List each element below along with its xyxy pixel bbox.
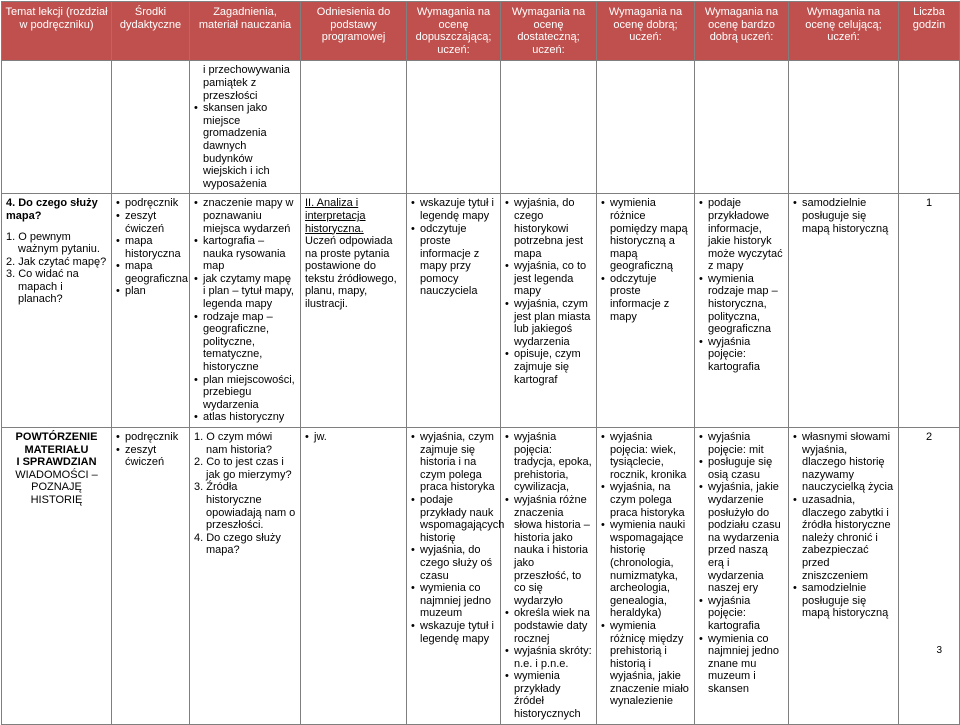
- list-item: • wyjaśnia, do czego historykowi potrzebna jest mapa: [505, 197, 592, 260]
- topics-cell: [190, 61, 301, 194]
- list-item: • plan: [116, 285, 185, 298]
- list-item: • plan miejscowości, przebiegu wydarzenia: [194, 374, 296, 412]
- req-dobra-cell: [597, 428, 695, 725]
- list-item: • wymienia różnice pomiędzy mapą historyczną a mapą geograficzną: [601, 197, 690, 273]
- list-item: • wskazuje tytuł i legendę mapy: [411, 197, 496, 222]
- topics-cell: [190, 194, 301, 428]
- header-cell: Wymagania na ocenę dobrą; uczeń:: [597, 2, 695, 61]
- list-item: • wyjaśnia, czym zajmuje się historia i na czym polega praca historyka: [411, 431, 496, 494]
- list-item: • kartografia – nauka rysowania map: [194, 235, 296, 273]
- list-item: • wyjaśnia, co to jest legenda mapy: [505, 260, 592, 298]
- list-item: • skansen jako miejsce gromadzenia dawnych budynków wiejskich i ich wyposażenia: [194, 102, 296, 190]
- list-item: • wymienia przykłady źródeł historycznych: [505, 670, 592, 720]
- header-cell: Zagadnienia, materiał nauczania: [190, 2, 301, 61]
- list-item: • wymienia nauki wspomagające historię (chronologia, numizmatyka, archeologia, genealogia, heraldyka): [601, 519, 690, 620]
- hours-cell: 2: [899, 428, 960, 725]
- list-item: 4. Do czego służy mapa?: [194, 531, 281, 557]
- list-item: • wyjaśnia, czym jest plan miasta lub jakiegoś wydarzenia: [505, 298, 592, 348]
- header-cell: Liczba godzin: [899, 2, 960, 61]
- list-item: • podaje przykładowe informacje, jakie historyk może wyczytać z mapy: [699, 197, 784, 273]
- list-item: • zeszyt ćwiczeń: [116, 210, 185, 235]
- lesson-topic-cell: [2, 428, 112, 725]
- header-cell: Wymagania na ocenę dopuszczającą; uczeń:: [407, 2, 501, 61]
- list-item: i przechowywania pamiątek z przeszłości: [203, 64, 290, 102]
- list-item: • wskazuje tytuł i legendę mapy: [411, 620, 496, 645]
- lesson-plan-table: [1, 1, 960, 725]
- header-row: [2, 2, 960, 61]
- resources-cell: [112, 194, 190, 428]
- req-bardzo-dobra-cell: [695, 194, 789, 428]
- curriculum-text: Uczeń odpowiada na proste pytania postawione do tekstu źródłowego, planu, mapy, ilustracji.: [305, 235, 397, 311]
- list-item: 3. Źródła historyczne opowiadają nam o przeszłości.: [194, 481, 296, 532]
- list-item: 1. O pewnym ważnym pytaniu.: [6, 230, 100, 256]
- req-dobra-cell: [597, 194, 695, 428]
- req-dostateczna-cell: [501, 428, 597, 725]
- list-item: • mapa historyczna: [116, 235, 185, 260]
- list-item: • znaczenie mapy w poznawaniu miejsca wydarzeń: [194, 197, 296, 235]
- list-item: • mapa geograficzna: [116, 260, 185, 285]
- header-cell: Środki dydaktyczne: [112, 2, 190, 61]
- list-item: • odczytuje proste informacje z mapy: [601, 273, 690, 323]
- lesson-title: POWTÓRZENIE MATERIAŁU I SPRAWDZIAN: [15, 431, 98, 469]
- list-item: • podręcznik: [116, 431, 185, 444]
- header-cell: Wymagania na ocenę celującą; uczeń:: [789, 2, 899, 61]
- list-item: 3. Co widać na mapach i planach?: [6, 268, 79, 306]
- header-cell: Odniesienia do podstawy programowej: [301, 2, 407, 61]
- lesson-subtitle: WIADOMOŚCI – POZNAJĘ HISTORIĘ: [15, 468, 98, 506]
- req-dostateczna-cell: [501, 194, 597, 428]
- table-row: [2, 428, 960, 725]
- resources-cell: [112, 428, 190, 725]
- req-bardzo-dobra-cell: [695, 428, 789, 725]
- list-item: • posługuje się osią czasu: [699, 456, 784, 481]
- curriculum-cell: [301, 428, 407, 725]
- list-item: • odczytuje proste informacje z mapy przy pomocy nauczyciela: [411, 223, 496, 299]
- list-item: • podaje przykłady nauk wspomagających historię: [411, 494, 496, 544]
- list-item: 1. O czym mówi nam historia?: [194, 431, 273, 456]
- list-item: • wyjaśnia, na czym polega praca historyka: [601, 481, 690, 519]
- list-item: • opisuje, czym zajmuje się kartograf: [505, 348, 592, 386]
- list-item: • wymienia co najmniej jedno muzeum: [411, 582, 496, 620]
- lesson-topic-cell: [2, 194, 112, 428]
- lesson-title: 4. Do czego służy mapa?: [6, 197, 98, 222]
- list-item: • samodzielnie posługuje się mapą historyczną: [793, 197, 894, 235]
- list-item: • wyjaśnia pojęcia: wiek, tysiąclecie, rocznik, kronika: [601, 431, 690, 481]
- header-cell: Wymagania na ocenę bardzo dobrą uczeń:: [695, 2, 789, 61]
- list-item: • podręcznik: [116, 197, 185, 210]
- header-cell: Temat lekcji (rozdział w podręczniku): [2, 2, 112, 61]
- list-item: 2. Jak czytać mapę?: [6, 255, 107, 268]
- list-item: 2. Co to jest czas i jak go mierzymy?: [194, 456, 292, 481]
- list-item: • jak czytamy mapę i plan – tytuł mapy, legenda mapy: [194, 273, 296, 311]
- list-item: • wymienia rodzaje map – historyczna, polityczna, geograficzna: [699, 273, 784, 336]
- req-dopuszczajaca-cell: [407, 194, 501, 428]
- req-dopuszczajaca-cell: [407, 428, 505, 725]
- curriculum-heading: II. Analiza i interpretacja historyczna.: [305, 197, 366, 235]
- list-item: • wyjaśnia skróty: n.e. i p.n.e.: [505, 645, 592, 670]
- list-item: • wyjaśnia pojęcie: kartografia: [699, 595, 784, 633]
- list-item: • wymienia różnicę między prehistorią i historią i wyjaśnia, jakie znaczenie miało wynalezienie: [601, 620, 690, 708]
- req-celujaca-cell: [789, 428, 899, 725]
- list-item: • uzasadnia, dlaczego zabytki i źródła historyczne należy chronić i zabezpieczać przed zniszczeniem: [793, 494, 894, 582]
- table-row: [2, 61, 960, 194]
- list-item: • samodzielnie posługuje się mapą historyczną: [793, 582, 894, 620]
- hours-cell: 1: [899, 194, 960, 428]
- list-item: • rodzaje map – geograficzne, polityczne, tematyczne, historyczne: [194, 311, 296, 374]
- list-item: • własnymi słowami wyjaśnia, dlaczego historię nazywamy nauczycielką życia: [793, 431, 894, 494]
- list-item: • jw.: [305, 431, 402, 444]
- page-number: 3: [936, 645, 942, 656]
- list-item: • wyjaśnia pojęcie: mit: [699, 431, 784, 456]
- topics-cell: [190, 428, 301, 725]
- list-item: • wyjaśnia pojęcia: tradycja, epoka, prehistoria, cywilizacja,: [505, 431, 592, 494]
- list-item: • wymienia co najmniej jedno znane mu muzeum i skansen: [699, 633, 784, 696]
- list-item: • wyjaśnia, jakie wydarzenie posłużyło do podziału czasu na wydarzenia przed naszą erą i wydarzenia naszej ery: [699, 481, 784, 594]
- list-item: • zeszyt ćwiczeń: [116, 444, 185, 469]
- header-cell: Wymagania na ocenę dostateczną; uczeń:: [501, 2, 597, 61]
- list-item: • atlas historyczny: [194, 411, 296, 424]
- list-item: • wyjaśnia, do czego służy oś czasu: [411, 544, 496, 582]
- list-item: • wyjaśnia pojęcie: kartografia: [699, 336, 784, 374]
- list-item: • wyjaśnia różne znaczenia słowa historia – historia jako nauka i historia jako przeszłość, to co się wydarzyło: [505, 494, 592, 607]
- curriculum-cell: [301, 194, 407, 428]
- table-row: [2, 194, 960, 428]
- list-item: • określa wiek na podstawie daty rocznej: [505, 607, 592, 645]
- req-celujaca-cell: [789, 194, 899, 428]
